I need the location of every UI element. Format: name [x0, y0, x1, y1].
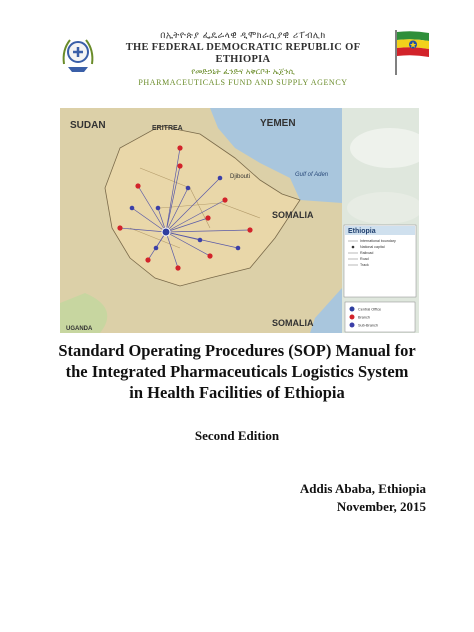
- legend-branch: Branch: [358, 315, 371, 320]
- sub-branch-marker: [130, 206, 135, 211]
- legend-title: Ethiopia: [348, 228, 376, 235]
- branch-marker: [177, 145, 182, 150]
- map-label-eritrea: ERITREA: [152, 125, 183, 132]
- sub-branch-marker: [236, 246, 241, 251]
- branch-marker: [117, 225, 122, 230]
- title-line-2: the Integrated Pharmaceuticals Logistics System: [65, 362, 409, 381]
- map-legend: [344, 225, 416, 332]
- central-office-marker: [162, 228, 170, 236]
- map-label-somalia-south: SOMALIA: [272, 318, 314, 328]
- map-label-djibouti: Djibouti: [230, 174, 251, 180]
- legend-sub-branch: Sub-Branch: [358, 323, 379, 328]
- sub-branch-marker: [218, 176, 223, 181]
- agency-emblem-icon: [60, 34, 96, 74]
- edition-label: Second Edition: [194, 428, 280, 443]
- branch-marker: [135, 183, 140, 188]
- legend-boundary: International boundary: [360, 239, 396, 243]
- title-line-3: in Health Facilities of Ethiopia: [129, 383, 345, 402]
- sub-branch-marker: [186, 186, 191, 191]
- header-amharic-agency: የመድኃኒት ፈንድና አቅርቦት ኤጀንሲ: [191, 67, 295, 76]
- branch-marker: [145, 257, 150, 262]
- ethiopia-flag-icon: [394, 30, 430, 75]
- map-label-sudan: SUDAN: [70, 120, 106, 131]
- header-agency-name: PHARMACEUTICALS FUND AND SUPPLY AGENCY: [138, 78, 348, 87]
- legend-track: Track: [360, 263, 369, 267]
- map-label-uganda: UGANDA: [66, 326, 93, 332]
- legend-capital: National capital: [360, 245, 385, 249]
- branch-marker: [175, 265, 180, 270]
- publication-place-date: [300, 480, 426, 516]
- publication-date: November, 2015: [336, 499, 426, 514]
- header-country-name: THE FEDERAL DEMOCRATIC REPUBLIC OF ETHIOPIA: [125, 42, 361, 65]
- branch-marker: [177, 163, 182, 168]
- branch-marker: [247, 227, 252, 232]
- sub-branch-marker: [154, 246, 159, 251]
- publication-city: Addis Ababa, Ethiopia: [299, 481, 426, 496]
- map-label-somalia-north: SOMALIA: [272, 210, 314, 220]
- legend-railroad: Railroad: [360, 251, 374, 255]
- ethiopia-distribution-map: [60, 108, 419, 333]
- map-label-gulf: Gulf of Aden: [295, 172, 329, 178]
- document-title: [40, 340, 434, 403]
- map-label-yemen: YEMEN: [260, 118, 296, 129]
- branch-marker: [205, 215, 210, 220]
- sub-branch-marker: [198, 238, 203, 243]
- sub-branch-marker: [156, 206, 161, 211]
- title-line-1: Standard Operating Procedures (SOP) Manual for: [58, 341, 416, 360]
- branch-marker: [222, 197, 227, 202]
- agency-header: [0, 0, 474, 90]
- branch-marker: [207, 253, 212, 258]
- legend-central-office: Central Office: [358, 307, 382, 312]
- legend-road: Road: [360, 257, 369, 261]
- header-amharic-name: በኢትዮጵያ ፌዴራላዊ ዲሞክራሲያዊ ሪፐብሊክ: [160, 31, 326, 41]
